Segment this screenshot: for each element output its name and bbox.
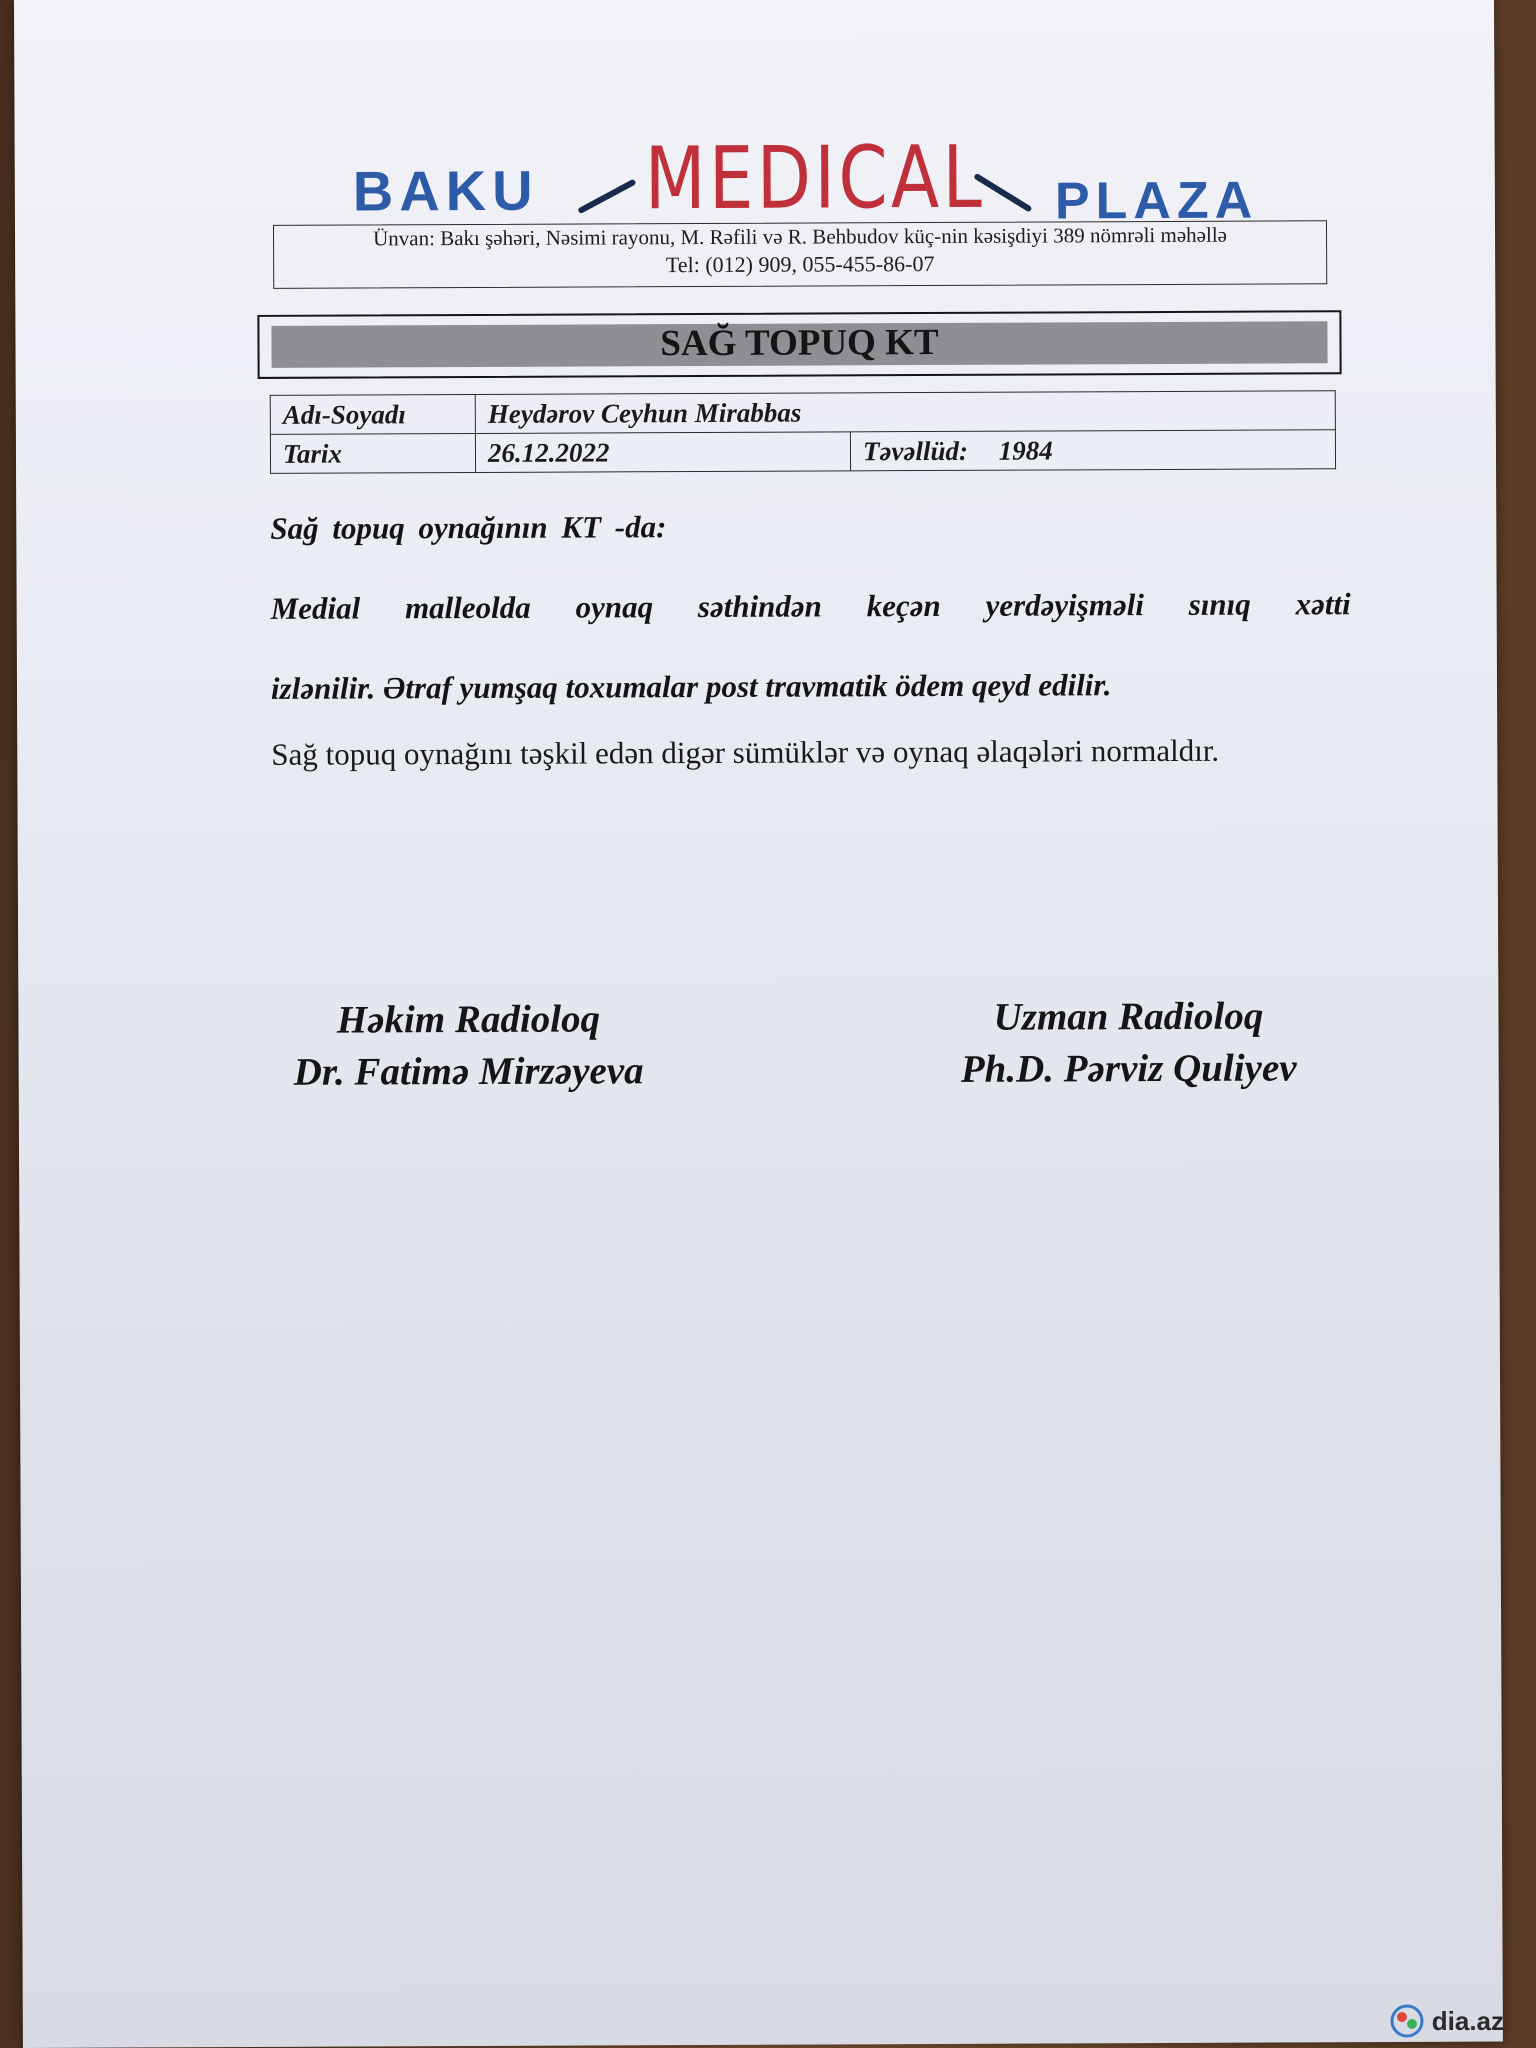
findings-line-3: Sağ topuq oynağını təşkil edən digər sümüklər və oynaq əlaqələri normaldır. [271, 732, 1220, 772]
address-box [273, 220, 1327, 289]
left-signer-role: Həkim Radioloq [336, 997, 601, 1042]
report-title-box [257, 310, 1341, 379]
right-signer-name: Ph.D. Pərviz Quliyev [960, 1046, 1297, 1091]
patient-info-table [270, 390, 1336, 474]
logo-left-slash [577, 179, 636, 215]
date-value: 26.12.2022 [475, 432, 850, 473]
name-value: Heydərov Ceyhun Mirabbas [475, 391, 1335, 434]
dob-cell [850, 430, 1335, 471]
logo-medical-text: MEDICAL [644, 127, 986, 230]
left-signer-name: Dr. Fatimə Mirzəyeva [293, 1049, 644, 1094]
findings-line-1: Medial malleolda oynaq səthindən keçən yerdəyişməli sınıq xətti [270, 586, 1351, 626]
address-line: Ünvan: Bakı şəhəri, Nəsimi rayonu, M. Rəfili və R. Behbudov küç-nin kəsişdiyi 389 nömrəli məhəllə [373, 222, 1228, 251]
dia-az-logo-icon [1388, 2002, 1426, 2040]
logo-baku-text: BAKU [352, 158, 539, 223]
name-label: Adı-Soyadı [270, 394, 475, 434]
findings-line-2: izlənilir. Ətraf yumşaq toxumalar post travmatik ödem qeyd edilir. [270, 667, 1112, 706]
findings-section [270, 506, 1351, 773]
signature-right [928, 990, 1328, 1096]
report-title: SAĞ TOPUQ KT [660, 321, 939, 365]
right-signer-role: Uzman Radioloq [993, 994, 1264, 1039]
table-row [270, 430, 1335, 474]
dob-value: 1984 [998, 434, 1053, 466]
signature-left [263, 993, 673, 1099]
document-page [14, 0, 1503, 2048]
watermark-text: dia.az [1431, 2005, 1504, 2036]
phone-line: Tel: (012) 909, 055-455-86-07 [665, 250, 935, 278]
logo-plaza-text: PLAZA [1054, 171, 1259, 231]
table-row [270, 391, 1335, 435]
watermark [1388, 2002, 1504, 2040]
findings-heading: Sağ topuq oynağının KT -da: [270, 509, 667, 546]
dob-label: Təvəllüd: [862, 435, 969, 466]
date-label: Tarix [270, 433, 475, 473]
